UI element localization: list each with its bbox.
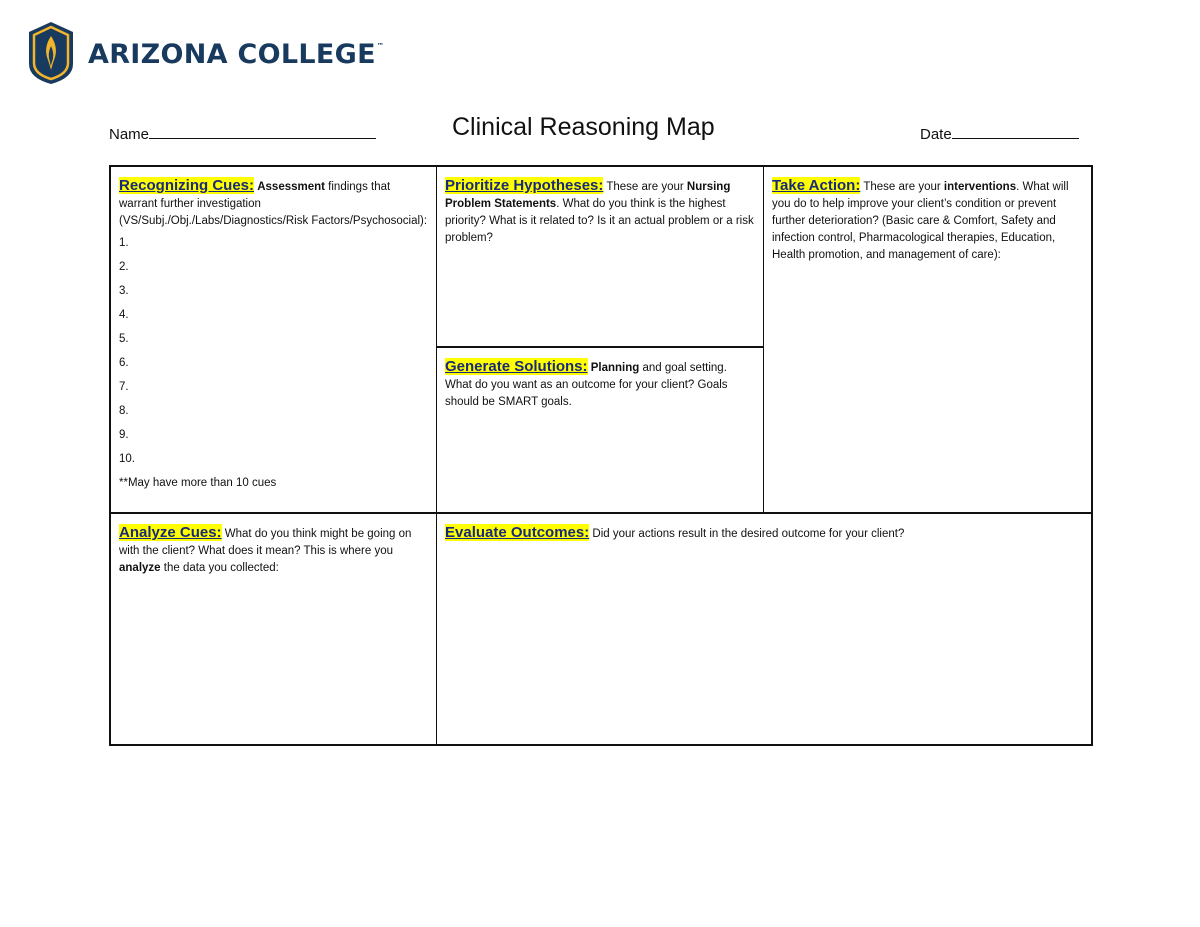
- analyze-cues-cell[interactable]: [111, 514, 436, 744]
- take-action-bold: interventions: [943, 181, 1017, 193]
- grid-border-right: [1091, 165, 1093, 746]
- generate-bold: Planning: [590, 362, 640, 374]
- brand-name: ARIZONA COLLEGE™: [88, 38, 385, 70]
- prioritize-bold: Nursing Problem Statements: [445, 181, 731, 210]
- college-logo: [26, 20, 384, 86]
- take-action-cell[interactable]: [764, 167, 1091, 512]
- grid-border-bottom: [109, 744, 1093, 746]
- cue-item-1[interactable]: 1.: [119, 237, 129, 249]
- prioritize-text-before: These are your: [603, 181, 687, 193]
- trademark-mark: ™: [376, 41, 385, 50]
- shield-flame-icon: [26, 20, 76, 86]
- take-action-text-after: . What will you do to help improve your client’s condition or prevent further deterioration? (Basic care & Comfort, Safety and infection control, Pharmacological therapies, Education, Health promotion, and management of care):: [772, 181, 1069, 261]
- take-action-heading: Take Action:: [772, 177, 861, 194]
- analyze-bold: analyze: [119, 562, 161, 574]
- header-row: [109, 113, 1093, 147]
- take-action-description: [772, 177, 1083, 264]
- cue-item-6[interactable]: 6.: [119, 357, 129, 369]
- prioritize-hypotheses-heading: Prioritize Hypotheses:: [445, 177, 604, 194]
- take-action-text-before: These are your: [860, 181, 944, 193]
- evaluate-outcomes-cell[interactable]: [437, 514, 1091, 744]
- recognizing-cues-cell[interactable]: [111, 167, 436, 512]
- analyze-cues-heading: Analyze Cues:: [119, 524, 222, 541]
- evaluate-text: Did your actions result in the desired outcome for your client?: [589, 528, 905, 540]
- name-blank[interactable]: [149, 123, 376, 139]
- date-blank[interactable]: [952, 123, 1079, 139]
- cue-item-3[interactable]: 3.: [119, 285, 129, 297]
- cue-item-9[interactable]: 9.: [119, 429, 129, 441]
- cue-item-5[interactable]: 5.: [119, 333, 129, 345]
- cues-note: **May have more than 10 cues: [119, 477, 277, 489]
- date-field[interactable]: [920, 123, 1079, 143]
- prioritize-text-after: . What do you think is the highest priority? What is it related to? Is it an actual problem or a risk problem?: [445, 198, 754, 244]
- page-title: Clinical Reasoning Map: [452, 113, 715, 141]
- name-label: Name: [109, 126, 150, 143]
- generate-solutions-cell[interactable]: [437, 348, 763, 512]
- recognizing-cues-bold: Assessment: [257, 181, 325, 193]
- recognizing-cues-description: [119, 177, 428, 230]
- cue-item-7[interactable]: 7.: [119, 381, 129, 393]
- recognizing-cues-heading: Recognizing Cues:: [119, 177, 255, 194]
- cue-item-4[interactable]: 4.: [119, 309, 129, 321]
- analyze-text-after: the data you collected:: [160, 562, 279, 574]
- generate-text: and goal setting. What do you want as an outcome for your client? Goals should be SMART goals.: [445, 362, 728, 408]
- recognizing-cues-text: findings that warrant further investigation (VS/Subj./Obj./Labs/Diagnostics/Risk Factors/Psychosocial):: [119, 181, 428, 227]
- analyze-cues-description: [119, 524, 428, 577]
- cue-item-8[interactable]: 8.: [119, 405, 129, 417]
- evaluate-outcomes-heading: Evaluate Outcomes:: [445, 524, 590, 541]
- evaluate-outcomes-description: [445, 524, 1083, 543]
- prioritize-hypotheses-cell[interactable]: [437, 167, 763, 346]
- analyze-text-before: What do you think might be going on with the client? What does it mean? This is where you: [119, 528, 412, 557]
- cue-item-10[interactable]: 10.: [119, 453, 135, 465]
- reasoning-map-grid: [109, 165, 1093, 746]
- cue-item-2[interactable]: 2.: [119, 261, 129, 273]
- generate-solutions-heading: Generate Solutions:: [445, 358, 588, 375]
- name-field[interactable]: [109, 123, 376, 143]
- generate-solutions-description: [445, 358, 755, 411]
- prioritize-hypotheses-description: [445, 177, 755, 247]
- date-label: Date: [920, 126, 952, 143]
